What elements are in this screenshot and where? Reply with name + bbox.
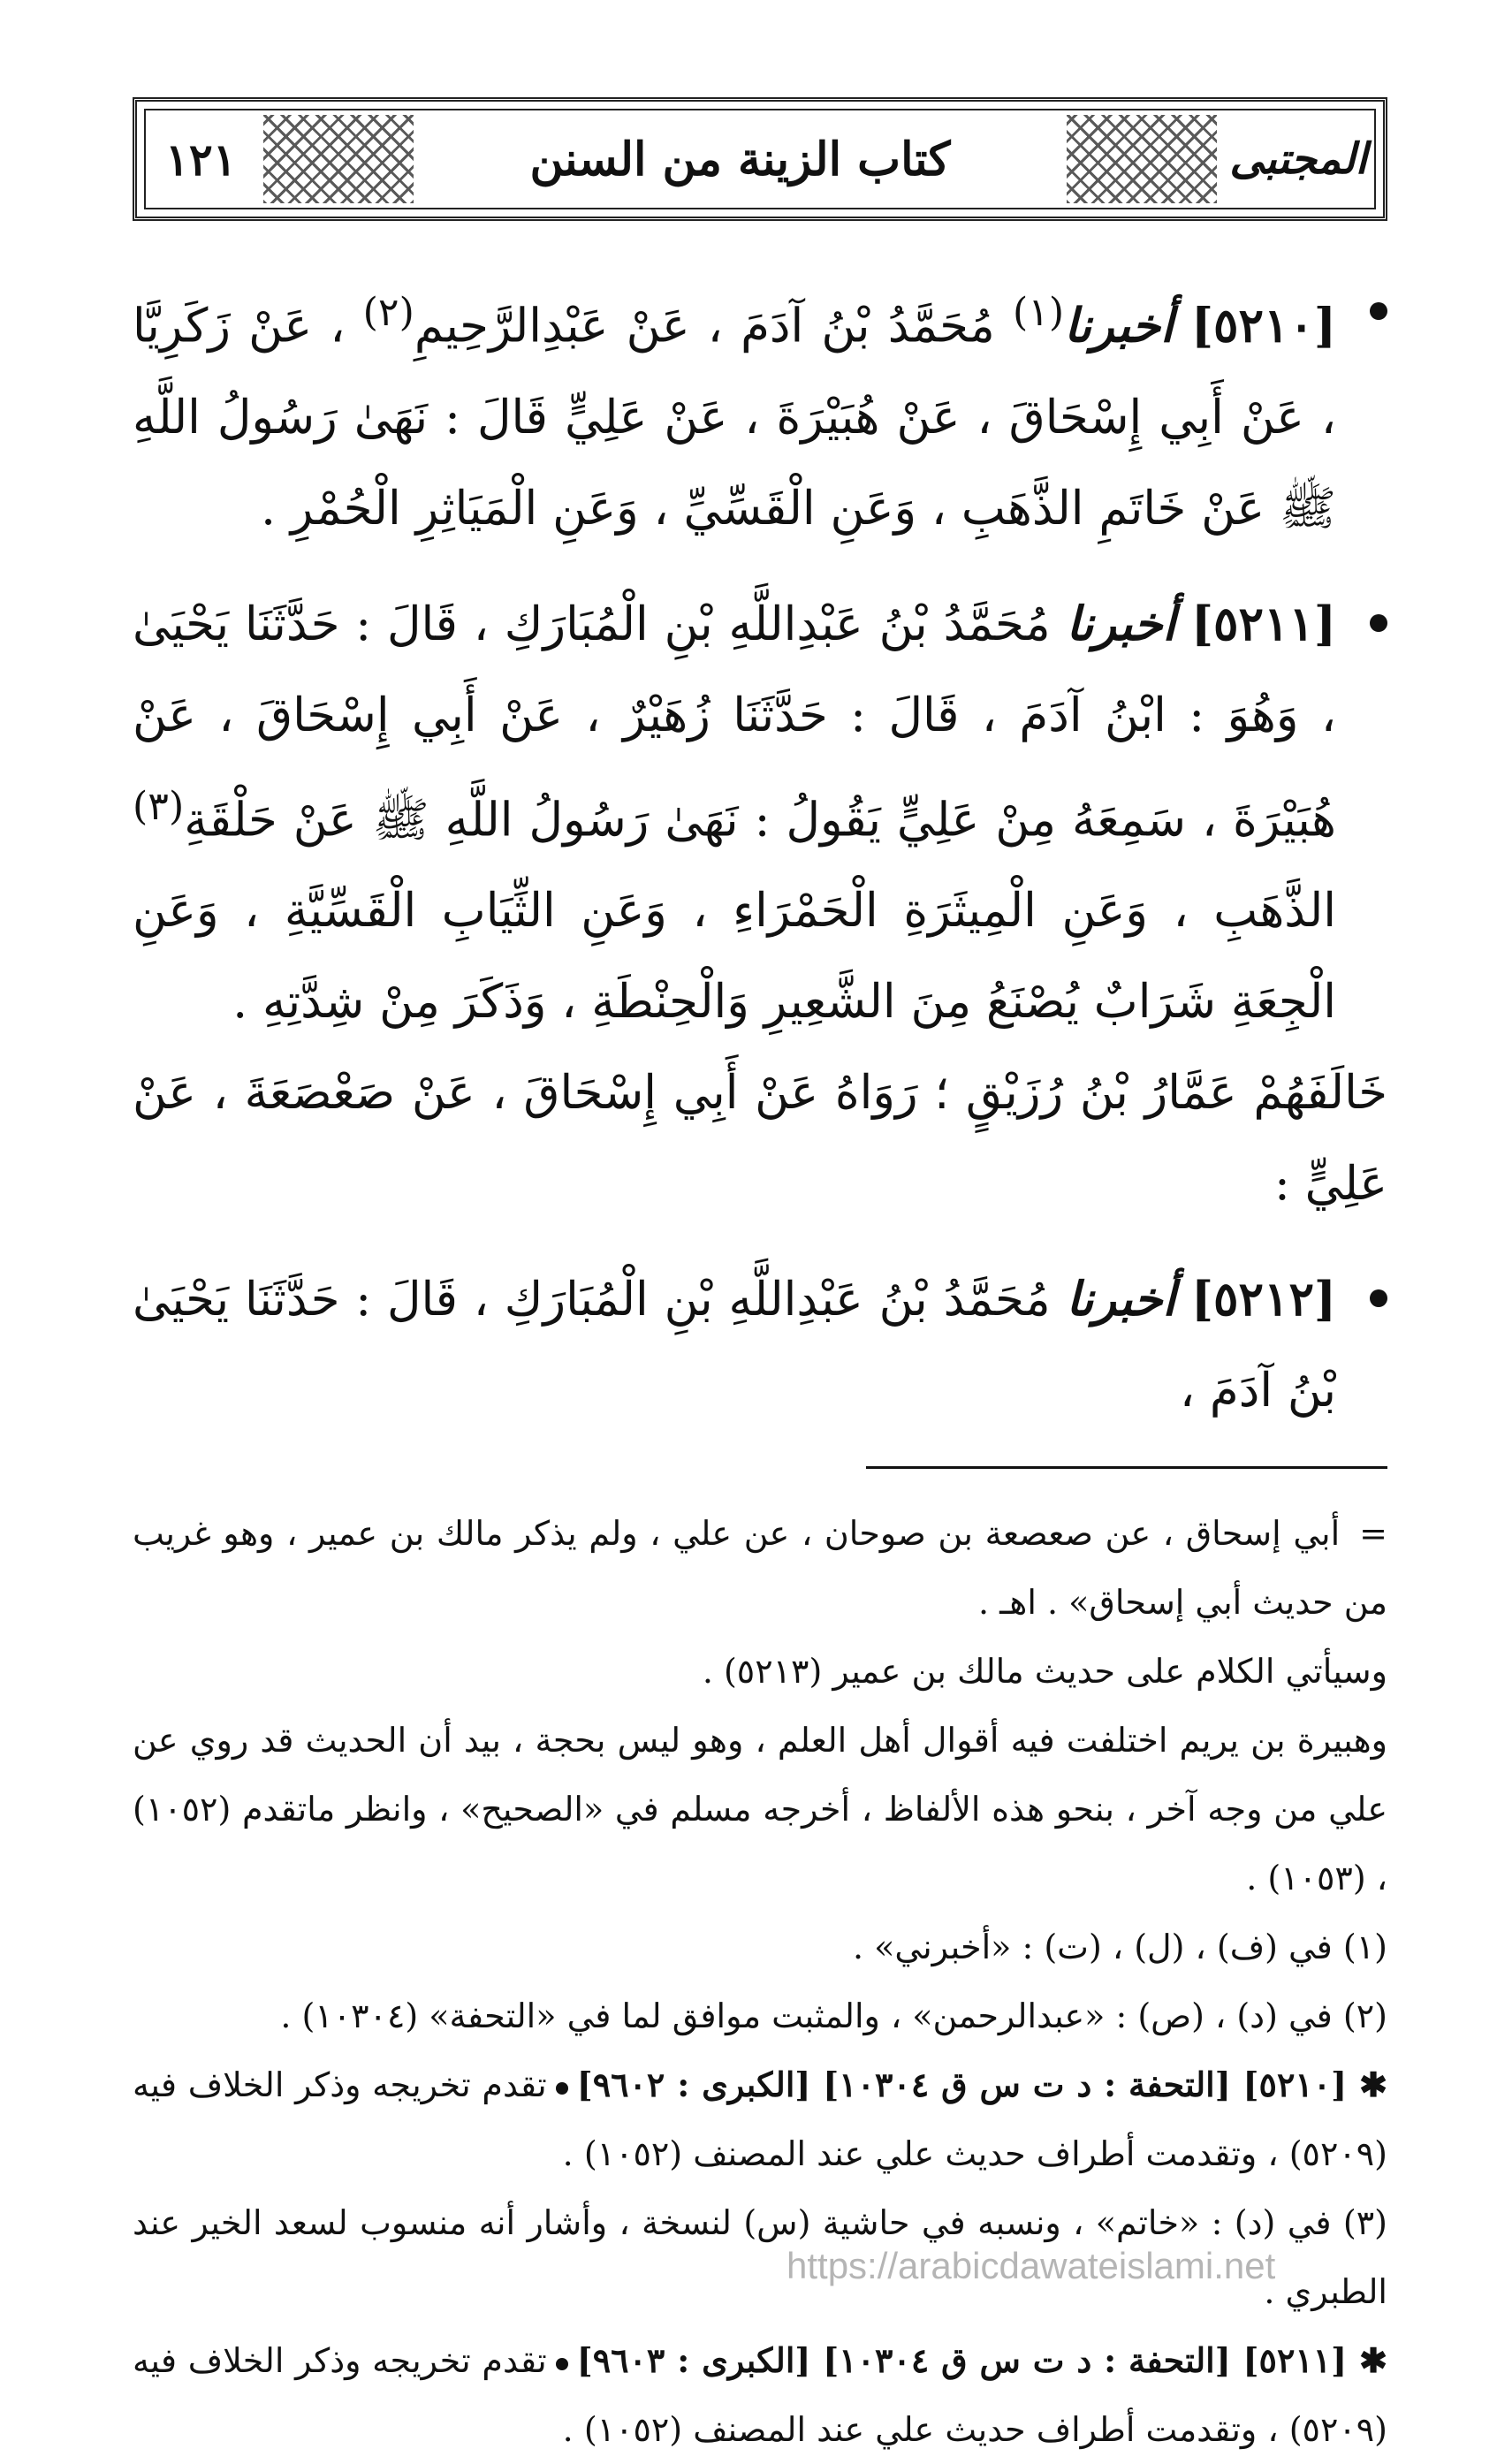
bullet-icon [556,2358,568,2370]
footnote-see-later: وسيأتي الكلام على حديث مالك بن عمير (٥٢١٣) . [702,1652,1387,1692]
bullet-icon [556,2082,568,2095]
bullet-icon [1370,302,1387,320]
footnote-divider [866,1466,1387,1469]
hadith-5210 [133,267,1387,554]
hadith-intro: أخبرنا [1066,1272,1176,1327]
hadith-5212 [133,1254,1387,1436]
hadith-chain: مُحَمَّدُ بْنُ عَبْدِاللَّهِ بْنِ الْمُبَارَكِ ، قَالَ : حَدَّثَنَا يَحْيَىٰ ، وَهُوَ : ابْنُ آدَمَ ، قَالَ : حَدَّثَنَا زُهَيْرٌ ، عَنْ أَبِي إِسْحَاقَ ، عَنْ هُبَيْرَةَ ، سَمِعَهُ مِنْ عَلِيٍّ يَقُولُ : نَهَىٰ رَسُولُ اللَّهِ ﷺ عَنْ حَلْقَةِ [133,597,1336,848]
hadith-intro: أخبرنا [1066,596,1176,651]
hadith-chain: مُحَمَّدُ بْنُ آدَمَ ، عَنْ عَبْدِالرَّحِيمِ [414,299,1013,354]
footnote-3: (٣) في (د) : «خاتم» ، ونسبه في حاشية (س) لنسخة ، وأشار أنه منسوب لسعد الخير عند الطبري . [133,2203,1387,2312]
footnote-1: (١) في (ف) ، (ل) ، (ت) : «أخبرني» . [853,1928,1387,1967]
footnote-marker: (١) [1012,290,1065,335]
footnote-marker: (٣) [133,783,185,829]
footnotes [133,1499,1387,2464]
hadith-matn: الذَّهَبِ ، وَعَنِ الْمِيثَرَةِ الْحَمْرَاءِ ، وَعَنِ الثِّيَابِ الْقَسِّيَّةِ ، وَعَنِ الْجِعَةِ شَرَابٌ يُصْنَعُ مِنَ الشَّعِيرِ وَالْحِنْطَةِ ، وَذَكَرَ مِنْ شِدَّتِهِ . [133,884,1336,1030]
page-header [133,97,1387,221]
page [133,97,1387,2464]
takhrij-5211 [133,2326,1387,2464]
hadith-continuation: خَالَفَهُمْ عَمَّارُ بْنُ رُزَيْقٍ ؛ رَوَاهُ عَنْ أَبِي إِسْحَاقَ ، عَنْ صَعْصَعَةَ ، عَنْ عَلِيٍّ : [133,1066,1387,1212]
hadith-number: [٥٢١٢] [1190,1272,1336,1327]
asterisk-icon: ✱ [1359,2065,1387,2105]
footnote-marker: (٢) [362,290,414,335]
bullet-icon [1370,614,1387,632]
hadith-5211 [133,579,1387,1048]
hadith-chain: مُحَمَّدُ بْنُ عَبْدِاللَّهِ بْنِ الْمُبَارَكِ ، قَالَ : حَدَّثَنَا يَحْيَىٰ بْنُ آدَمَ ، [133,1273,1336,1418]
footnote-2: (٢) في (د) ، (ص) : «عبدالرحمن» ، والمثبت موافق لما في «التحفة» (١٠٣٠٤) . [280,1996,1387,2036]
footnote-carry: =أبي إسحاق ، عن صعصعة بن صوحان ، عن علي ، ولم يذكر مالك بن عمير ، وهو غريب من حديث أبي إسحاق» . اهـ . [133,1514,1387,1623]
page-number: ١٢١ [165,133,237,186]
takhrij-text: تقدم تخريجه وذكر الخلاف فيه (٥٢٠٩) ، وتقدمت أطراف حديث علي عند المصنف (١٠٥٢) . [133,2341,1387,2450]
takhrij-ref: [٥٢١٠] [التحفة : د ت س ق ١٠٣٠٤] [الكبرى : ٩٦٠٢] [576,2065,1348,2105]
hadith-number: [٥٢١٠] [1190,298,1336,354]
hadith-matn: ، عَنْ زَكَرِيَّا ، عَنْ أَبِي إِسْحَاقَ ، عَنْ هُبَيْرَةَ ، عَنْ عَلِيٍّ قَالَ : نَهَىٰ رَسُولُ اللَّهِ ﷺ عَنْ خَاتَمِ الذَّهَبِ ، وَعَنِ الْقَسِّيِّ ، وَعَنِ الْمَيَاثِرِ الْحُمْرِ . [133,299,1336,536]
hadith-intro: أخبرنا [1064,298,1174,354]
bullet-icon [1370,1289,1387,1307]
footnote-hubayra: وهبيرة بن يريم اختلفت فيه أقوال أهل العلم ، وهو ليس بحجة ، بيد أن الحديث قد روي عن علي من وجه آخر ، بنحو هذه الألفاظ ، أخرجه مسلم في «الصحيح» ، وانظر ماتقدم (١٠٥٢) ، (١٠٥٣) . [133,1721,1387,1898]
takhrij-5210 [133,2050,1387,2188]
asterisk-icon: ✱ [1359,2340,1387,2381]
chapter-title: كتاب الزينة من السنن [529,132,951,186]
hadith-number: [٥٢١١] [1190,596,1336,651]
header-left [153,115,414,203]
takhrij-text: تقدم تخريجه وذكر الخلاف فيه (٥٢٠٩) ، وتقدمت أطراف حديث علي عند المصنف (١٠٥٢) . [133,2065,1387,2174]
hadith-text [133,267,1387,1436]
header-ornament-icon [1067,115,1217,203]
book-name: المجتبى [1229,134,1367,184]
header-right [1067,115,1367,203]
header-ornament-icon [263,115,414,203]
watermark-url: https://arabicdawateislami.net [786,2245,1276,2286]
takhrij-ref: [٥٢١١] [التحفة : د ت س ق ١٠٣٠٤] [الكبرى : ٩٦٠٣] [576,2340,1348,2381]
